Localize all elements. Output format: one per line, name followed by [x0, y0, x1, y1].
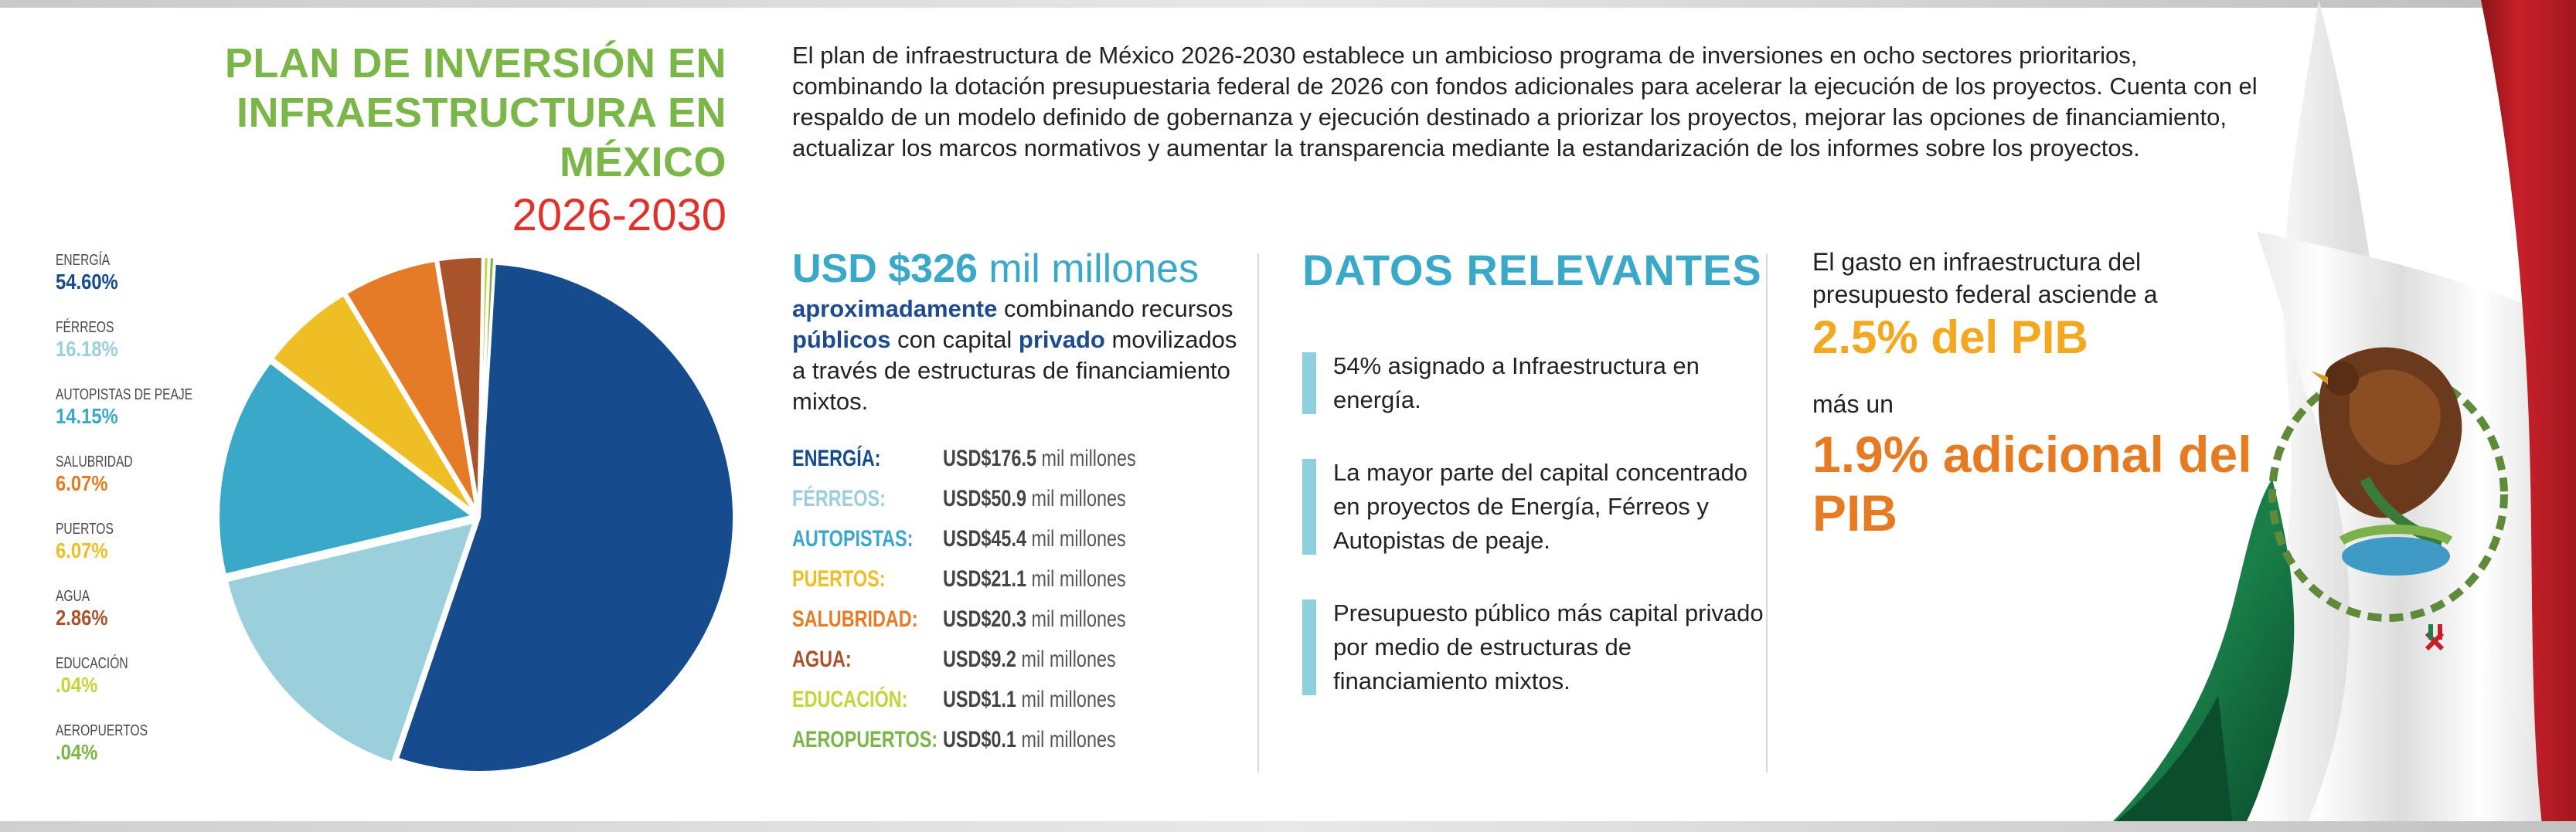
- title-line-1: PLAN DE INVERSIÓN EN: [224, 40, 727, 87]
- breakdown-row: [792, 720, 1256, 760]
- breakdown-sector: PUERTOS:: [792, 566, 886, 592]
- description-emphasis: aproximadamente: [792, 295, 998, 322]
- key-fact-item: [1302, 596, 1766, 698]
- fact-text: La mayor parte del capital concentrado en proyectos de Energía, Férreos y Autopistas de peaje.: [1333, 459, 1747, 554]
- key-facts-heading: DATOS RELEVANTES: [1302, 246, 1762, 294]
- gdp-text-2: más un: [1812, 390, 1894, 418]
- legend-label: EDUCACIÓN: [56, 655, 128, 672]
- intro-paragraph: El plan de infraestructura de México 2026-2030 establece un ambicioso programa de inversiones en ocho sectores prioritarios, combinando la dotación presupuestaria federal de 2026 con fondos adicionales para acelerar la ejecución de los proyectos. Cuenta con el respaldo de un modelo definido de gobernanza y ejecución destinado a priorizar los proyectos, mejorar las opciones de financiamiento, actualizar los marcos normativos y aumentar la transparencia mediante la estandarización de los informes sobre los proyectos.: [792, 42, 2258, 161]
- legend-label: AUTOPISTAS DE PEAJE: [56, 386, 193, 403]
- description-emphasis: privado: [1018, 326, 1105, 353]
- breakdown-amount: USD$21.1 mil millones: [943, 566, 1126, 592]
- page-title: [62, 39, 727, 244]
- fact-accent-bar: [1302, 459, 1316, 555]
- legend-percent: 14.15%: [56, 404, 118, 428]
- description-text: movilizados a través de estructuras de financiamiento mixtos.: [792, 326, 1237, 415]
- breakdown-amount: USD$176.5 mil millones: [943, 446, 1136, 471]
- breakdown-amount: USD$1.1 mil millones: [943, 687, 1116, 712]
- breakdown-sector: SALUBRIDAD:: [792, 606, 918, 632]
- legend-percent: 6.07%: [56, 538, 108, 562]
- investment-breakdown: [792, 439, 1256, 760]
- legend-label: AGUA: [56, 588, 90, 605]
- breakdown-row: [792, 599, 1256, 640]
- legend-label: PUERTOS: [56, 521, 114, 538]
- column-divider: [1257, 253, 1259, 773]
- fact-accent-bar: [1302, 352, 1316, 414]
- breakdown-row: [792, 479, 1256, 519]
- breakdown-amount: USD$0.1 mil millones: [943, 727, 1116, 752]
- investment-summary: [792, 246, 1256, 760]
- mexico-flag-image: [1870, 0, 2576, 832]
- headline-suffix: mil millones: [977, 246, 1199, 291]
- investment-pie-chart: [178, 232, 781, 803]
- breakdown-sector: AGUA:: [792, 647, 852, 672]
- description-text: con capital: [890, 326, 1019, 353]
- breakdown-sector: AEROPUERTOS:: [792, 727, 938, 752]
- description-emphasis: públicos: [792, 326, 891, 353]
- investment-description: [792, 294, 1256, 417]
- gdp-value-1: 2.5% del PIB: [1812, 311, 2088, 363]
- fact-accent-bar: [1302, 599, 1316, 695]
- gdp-text-1: El gasto en infraestructura del presupuesto federal asciende a: [1812, 248, 2158, 308]
- breakdown-sector: FÉRREOS:: [792, 486, 886, 511]
- headline-prefix: USD $: [792, 246, 911, 291]
- bottom-border: [0, 821, 2576, 832]
- legend-label: AEROPUERTOS: [56, 722, 148, 739]
- breakdown-amount: USD$20.3 mil millones: [943, 606, 1126, 632]
- breakdown-sector: EDUCACIÓN:: [792, 687, 908, 712]
- key-facts-list: [1302, 349, 1766, 698]
- legend-percent: 54.60%: [56, 270, 118, 294]
- legend-percent: 16.18%: [56, 337, 118, 361]
- key-facts: [1302, 246, 1766, 698]
- key-fact-item: [1302, 456, 1766, 558]
- legend-percent: 6.07%: [56, 471, 108, 495]
- key-fact-item: [1302, 349, 1766, 417]
- breakdown-sector: AUTOPISTAS:: [792, 526, 914, 552]
- breakdown-row: [792, 439, 1256, 479]
- title-line-2: INFRAESTRUCTURA EN MÉXICO: [237, 90, 727, 185]
- gdp-value-2: 1.9% adicional del PIB: [1812, 426, 2252, 542]
- breakdown-amount: USD$50.9 mil millones: [943, 486, 1126, 511]
- title-years: 2026-2030: [512, 190, 727, 240]
- breakdown-row: [792, 519, 1256, 559]
- legend-percent: 2.86%: [56, 606, 108, 630]
- legend-label: SALUBRIDAD: [56, 453, 133, 470]
- breakdown-amount: USD$9.2 mil millones: [943, 647, 1116, 672]
- breakdown-sector: ENERGÍA:: [792, 446, 881, 471]
- breakdown-row: [792, 640, 1256, 680]
- description-text: combinando recursos: [997, 295, 1234, 322]
- headline-amount: 326: [910, 246, 978, 291]
- legend-percent: .04%: [56, 673, 98, 697]
- legend-label: ENERGÍA: [56, 252, 111, 269]
- legend-percent: .04%: [56, 740, 98, 764]
- breakdown-amount: USD$45.4 mil millones: [943, 526, 1126, 552]
- fact-text: 54% asignado a Infraestructura en energía.: [1333, 352, 1700, 413]
- breakdown-row: [792, 680, 1256, 720]
- column-divider: [1766, 253, 1768, 773]
- fact-text: Presupuesto público más capital privado por medio de estructuras de financiamiento mixtos.: [1333, 599, 1764, 694]
- legend-label: FÉRREOS: [56, 319, 114, 336]
- breakdown-row: [792, 559, 1256, 599]
- investment-headline: [792, 246, 1256, 292]
